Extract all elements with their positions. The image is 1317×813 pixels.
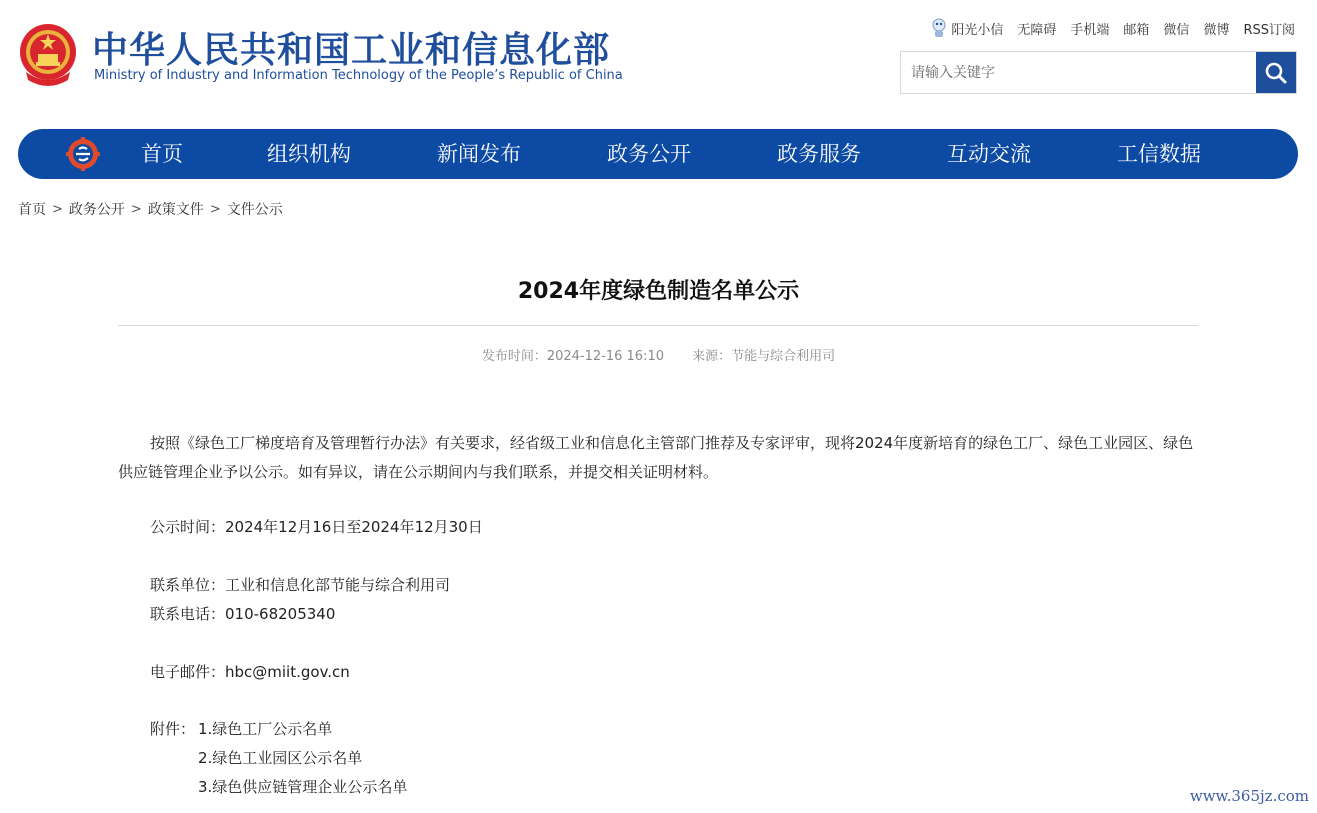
nav-item-organization[interactable]: 组织机构 — [267, 142, 351, 166]
nav-item-services[interactable]: 政务服务 — [777, 142, 861, 166]
toplink-mail[interactable]: 邮箱 — [1123, 22, 1150, 38]
toplink-weibo[interactable]: 微博 — [1203, 22, 1230, 38]
nav-item-interaction[interactable]: 互动交流 — [947, 142, 1031, 166]
contact-phone: 联系电话：010-68205340 — [150, 605, 336, 623]
nav-item-data[interactable]: 工信数据 — [1117, 142, 1201, 166]
notice-period: 公示时间：2024年12月16日至2024年12月30日 — [150, 518, 483, 536]
attachment-link-1[interactable]: 1.绿色工厂公示名单 — [198, 720, 333, 738]
article-title: 2024年度绿色制造名单公示 — [517, 279, 800, 304]
breadcrumb-policy-documents[interactable]: 政策文件 — [147, 202, 204, 218]
main-nav — [18, 129, 1298, 179]
search-box — [900, 51, 1297, 94]
article-meta — [0, 345, 1317, 364]
watermark: www.365jz.com — [1189, 787, 1309, 805]
breadcrumb-separator: > — [209, 201, 221, 217]
attachments-label: 附件： — [150, 720, 196, 738]
nav-item-home[interactable]: 首页 — [141, 142, 183, 166]
toplink-accessibility[interactable]: 无障碍 — [1017, 22, 1057, 38]
publish-time: 发布时间：2024-12-16 16:10 — [481, 349, 664, 364]
nav-items — [18, 129, 1298, 179]
search-button[interactable] — [1256, 52, 1296, 93]
national-emblem-icon[interactable] — [18, 22, 78, 86]
toplink-wechat[interactable]: 微信 — [1163, 22, 1190, 38]
nav-item-news[interactable]: 新闻发布 — [437, 142, 521, 166]
toplink-label: 阳光小信 — [951, 22, 1004, 38]
contact-email: 电子邮件：hbc@miit.gov.cn — [150, 663, 350, 681]
site-title[interactable]: 中华人民共和国工业和信息化部 — [92, 30, 611, 71]
robot-icon — [931, 18, 947, 38]
article-source: 来源：节能与综合利用司 — [692, 349, 836, 364]
top-links — [931, 18, 1295, 38]
site-subtitle: Ministry of Industry and Information Technology of the People’s Republic of China — [94, 68, 623, 83]
title-divider — [118, 325, 1198, 326]
toplink-mobile[interactable]: 手机端 — [1070, 22, 1110, 38]
breadcrumb-home[interactable]: 首页 — [18, 202, 46, 218]
breadcrumb-government-affairs[interactable]: 政务公开 — [68, 202, 125, 218]
article-paragraph: 按照《绿色工厂梯度培育及管理暂行办法》有关要求，经省级工业和信息化主管部门推荐及专家评审，现将2024年度新培育的绿色工厂、绿色工业园区、绿色供应链管理企业予以公示。如有异议，请在公示期间内与我们联系，并提交相关证明材料。 — [118, 434, 1194, 481]
toplink-rss[interactable]: RSS订阅 — [1243, 22, 1295, 38]
contact-unit: 联系单位：工业和信息化部节能与综合利用司 — [150, 576, 451, 594]
attachment-link-3[interactable]: 3.绿色供应链管理企业公示名单 — [198, 778, 408, 796]
breadcrumb — [18, 199, 283, 219]
breadcrumb-separator: > — [52, 201, 63, 217]
site-header — [0, 0, 1317, 120]
toplink-sunshine[interactable] — [931, 18, 1003, 38]
nav-item-government-affairs[interactable]: 政务公开 — [607, 142, 691, 166]
search-input[interactable] — [901, 52, 1257, 93]
search-icon — [1264, 61, 1288, 85]
breadcrumb-file-notice[interactable]: 文件公示 — [226, 202, 283, 218]
attachment-link-2[interactable]: 2.绿色工业园区公示名单 — [198, 749, 363, 767]
breadcrumb-separator: > — [130, 201, 142, 217]
